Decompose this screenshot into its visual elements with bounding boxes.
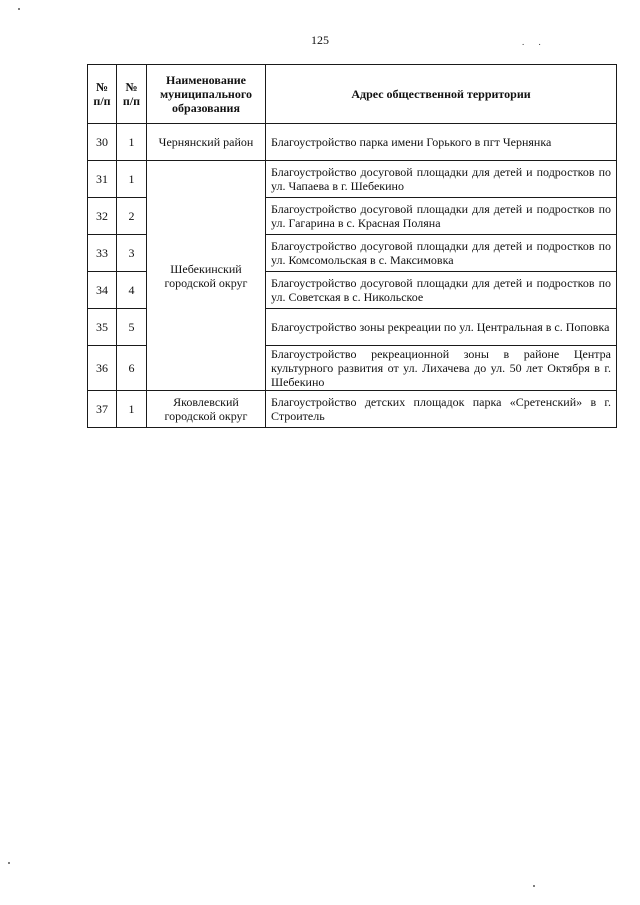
address-cell: Благоустройство рекреационной зоны в районе Центра культурного развития от ул. Лихачева до ул. 50 лет Октября в г. Шебекино [266, 346, 617, 391]
territories-table [87, 64, 617, 428]
address-cell: Благоустройство зоны рекреации по ул. Центральная в с. Поповка [266, 309, 617, 346]
header-municipality: Наименование муниципального образования [147, 65, 266, 124]
scan-speck [18, 8, 20, 10]
row-num2: 1 [117, 391, 147, 428]
header-num2: № п/п [117, 65, 147, 124]
row-num1: 31 [88, 161, 117, 198]
address-cell: Благоустройство детских площадок парка «Сретенский» в г. Строитель [266, 391, 617, 428]
municipality-cell: Шебекинский городской округ [147, 161, 266, 391]
scan-speck [533, 885, 535, 887]
row-num1: 35 [88, 309, 117, 346]
row-num2: 4 [117, 272, 147, 309]
address-cell: Благоустройство парка имени Горького в пгт Чернянка [266, 124, 617, 161]
row-num2: 2 [117, 198, 147, 235]
table-header-row [88, 65, 617, 124]
row-num1: 37 [88, 391, 117, 428]
row-num2: 3 [117, 235, 147, 272]
page-number: 125 [311, 33, 329, 47]
table-row [88, 161, 617, 198]
row-num2: 1 [117, 161, 147, 198]
row-num1: 33 [88, 235, 117, 272]
header-num1: № п/п [88, 65, 117, 124]
address-cell: Благоустройство досуговой площадки для детей и подростков по ул. Советская в с. Никольское [266, 272, 617, 309]
row-num1: 34 [88, 272, 117, 309]
address-cell: Благоустройство досуговой площадки для детей и подростков по ул. Комсомольская в с. Максимовка [266, 235, 617, 272]
scan-speck [8, 862, 10, 864]
row-num2: 6 [117, 346, 147, 391]
scan-specks: . . [522, 37, 547, 47]
row-num1: 36 [88, 346, 117, 391]
header-address: Адрес общественной территории [266, 65, 617, 124]
municipality-cell: Яковлевский городской округ [147, 391, 266, 428]
address-cell: Благоустройство досуговой площадки для детей и подростков по ул. Гагарина в с. Красная Поляна [266, 198, 617, 235]
address-cell: Благоустройство досуговой площадки для детей и подростков по ул. Чапаева в г. Шебекино [266, 161, 617, 198]
row-num2: 1 [117, 124, 147, 161]
municipality-cell: Чернянский район [147, 124, 266, 161]
row-num2: 5 [117, 309, 147, 346]
table-row [88, 391, 617, 428]
table-row [88, 124, 617, 161]
row-num1: 32 [88, 198, 117, 235]
row-num1: 30 [88, 124, 117, 161]
